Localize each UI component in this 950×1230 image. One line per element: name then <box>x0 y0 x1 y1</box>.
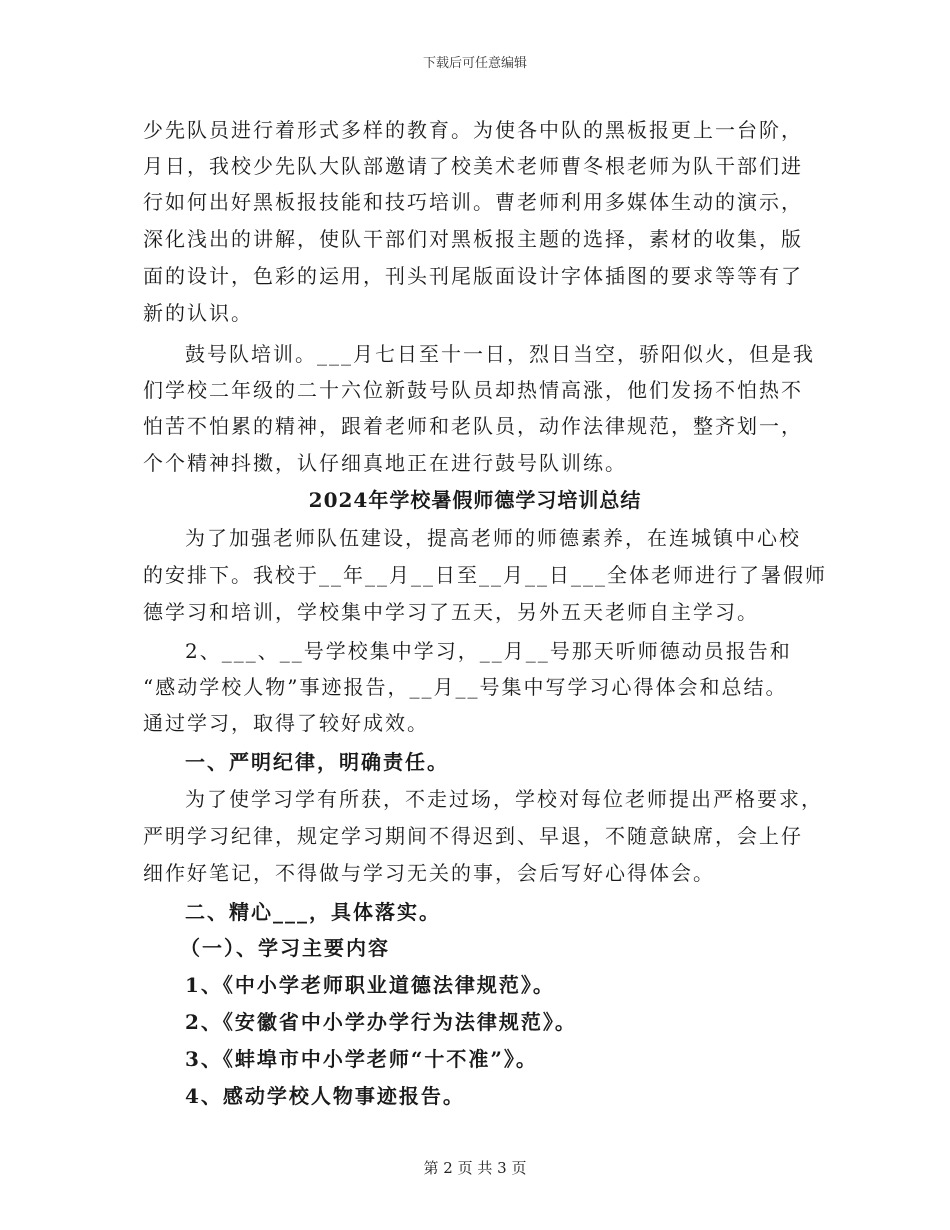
paragraph-line: 为了加强老师队伍建设，提高老师的师德素养，在连城镇中心校 <box>185 526 801 550</box>
paragraph-line: 的安排下。我校于__年__月__日至__月__日___全体老师进行了暑假师 <box>143 563 827 587</box>
subheading-content: （一）、学习主要内容 <box>180 936 390 960</box>
section-title: 2024年学校暑假师德学习培训总结 <box>308 488 642 512</box>
list-item: 4、感动学校人物事迹报告。 <box>185 1084 465 1108</box>
paragraph-line: 细作好笔记，不得做与学习无关的事，会后写好心得体会。 <box>143 861 715 885</box>
paragraph-line: 少先队员进行着形式多样的教育。为使各中队的黑板报更上一台阶， <box>143 118 803 142</box>
list-item: 2、《安徽省中小学办学行为法律规范》。 <box>185 1010 577 1034</box>
paragraph-line: 鼓号队培训。___月七日至十一日，烈日当空，骄阳似火，但是我 <box>185 342 815 366</box>
paragraph-line: 面的设计，色彩的运用，刊头刊尾版面设计字体插图的要求等等有了 <box>143 264 803 288</box>
paragraph-line: 为了使学习学有所获，不走过场，学校对每位老师提出严格要求， <box>185 787 823 811</box>
paragraph-line: 们学校二年级的二十六位新鼓号队员却热情高涨，他们发扬不怕热不 <box>143 378 803 402</box>
paragraph-line: 新的认识。 <box>143 301 253 325</box>
page-header: 下载后可任意编辑 <box>422 56 527 71</box>
page-footer: 第 2 页 共 3 页 <box>423 1159 527 1177</box>
paragraph-line: 严明学习纪律，规定学习期间不得迟到、早退，不随意缺席，会上仔 <box>143 824 803 848</box>
paragraph-line: 通过学习，取得了较好成效。 <box>143 711 429 735</box>
paragraph-line: 月日，我校少先队大队部邀请了校美术老师曹冬根老师为队干部们进 <box>143 154 803 178</box>
paragraph-line: 深化浅出的讲解，使队干部们对黑板报主题的选择，素材的收集，版 <box>143 227 803 251</box>
heading-discipline: 一、严明纪律，明确责任。 <box>185 750 449 774</box>
paragraph-line: 行如何出好黑板报技能和技巧培训。曹老师利用多媒体生动的演示， <box>143 190 803 214</box>
paragraph-line: 德学习和培训，学校集中学习了五天，另外五天老师自主学习。 <box>143 600 759 624</box>
list-item: 3、《蚌埠市中小学老师“十不准”》。 <box>185 1047 538 1071</box>
paragraph-line: 个个精神抖擞，认仔细真地正在进行鼓号队训练。 <box>143 451 627 475</box>
paragraph-line: 2、___、__号学校集中学习，__月__号那天听师德动员报告和 <box>185 639 792 663</box>
paragraph-line: 怕苦不怕累的精神，跟着老师和老队员，动作法律规范，整齐划一， <box>143 414 803 438</box>
list-item: 1、《中小学老师职业道德法律规范》。 <box>185 973 555 997</box>
heading-implementation: 二、精心___，具体落实。 <box>185 900 441 924</box>
paragraph-line: “感动学校人物”事迹报告，__月__号集中写学习心得体会和总结。 <box>143 675 788 699</box>
